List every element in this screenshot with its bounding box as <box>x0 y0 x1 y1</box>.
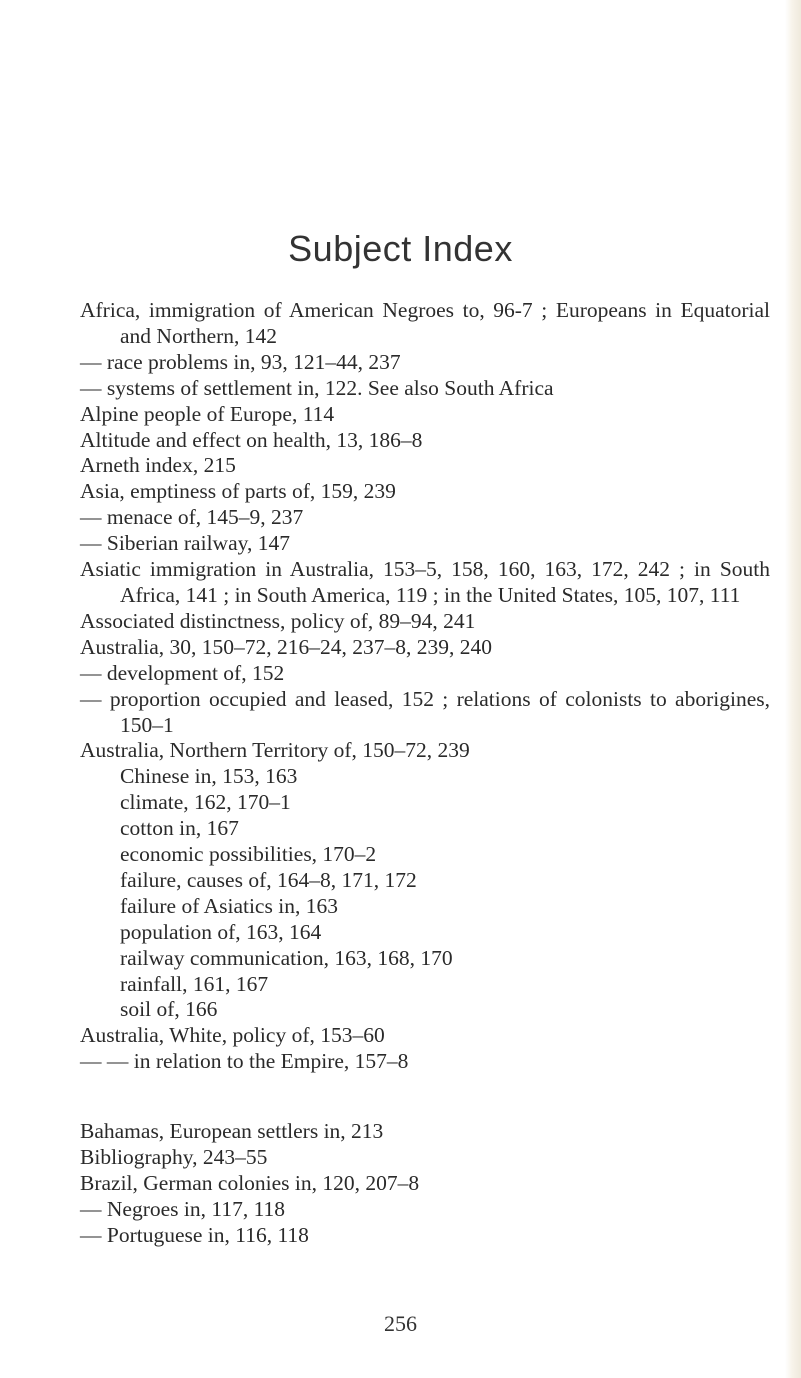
index-subentry: economic possibilities, 170–2 <box>120 842 377 867</box>
index-subentry: soil of, 166 <box>120 997 218 1022</box>
index-entry: — development of, 152 <box>80 660 285 685</box>
index-entry: — menace of, 145–9, 237 <box>80 505 304 530</box>
index-entry: Asia, emptiness of parts of, 159, 239 <box>80 479 396 504</box>
index-section-b <box>80 1119 770 1249</box>
section-gap <box>80 1075 770 1119</box>
page-title: Subject Index <box>288 228 513 269</box>
index-subentry: rainfall, 161, 167 <box>120 971 269 996</box>
index-entry: Australia, 30, 150–72, 216–24, 237–8, 239, 240 <box>80 634 493 659</box>
index-entry: Australia, White, policy of, 153–60 <box>80 1023 385 1048</box>
index-entry: Australia, Northern Territory of, 150–72, 239 <box>80 738 470 763</box>
index-entry: Brazil, German colonies in, 120, 207–8 <box>80 1171 420 1195</box>
index-subentry: climate, 162, 170–1 <box>120 790 291 815</box>
index-subentry: cotton in, 167 <box>120 816 239 841</box>
index-subentry: population of, 163, 164 <box>120 919 322 944</box>
index-entry: Alpine people of Europe, 114 <box>80 401 335 426</box>
subject-index <box>80 298 770 1249</box>
index-entry: Associated distinctness, policy of, 89–94, 241 <box>80 608 476 633</box>
index-entry: Bibliography, 243–55 <box>80 1145 268 1170</box>
index-entry: — systems of settlement in, 122. See also South Africa <box>80 375 554 400</box>
index-subentry: failure of Asiatics in, 163 <box>120 893 338 918</box>
index-subentry: failure, causes of, 164–8, 171, 172 <box>120 867 417 892</box>
index-subentry: railway communication, 163, 168, 170 <box>120 945 453 970</box>
index-section-a <box>80 298 770 1075</box>
index-entry: Arneth index, 215 <box>80 453 236 478</box>
index-entry: — proportion occupied and leased, 152 ; relations of colonists to aborigines, 150–1 <box>80 686 770 737</box>
index-entry: — — in relation to the Empire, 157–8 <box>80 1049 409 1074</box>
index-entry: Asiatic immigration in Australia, 153–5, 158, 160, 163, 172, 242 ; in South Africa, 141 ; in South America, 119 ; in the United States, 105, 107, 111 <box>80 557 770 607</box>
page-number: 256 <box>384 1311 417 1336</box>
index-entry: — Siberian railway, 147 <box>80 531 290 556</box>
index-subentry: Chinese in, 153, 163 <box>120 764 298 789</box>
index-entry: — Negroes in, 117, 118 <box>80 1196 286 1221</box>
page-edge-shadow <box>785 0 801 1378</box>
index-entry: Bahamas, European settlers in, 213 <box>80 1119 384 1144</box>
index-entry: Africa, immigration of American Negroes to, 96-7 ; Europeans in Equatorial and Northern, 142 <box>80 298 770 348</box>
index-entry: — Portuguese in, 116, 118 <box>80 1222 309 1247</box>
index-entry: — race problems in, 93, 121–44, 237 <box>80 349 401 374</box>
index-entry: Altitude and effect on health, 13, 186–8 <box>80 427 423 452</box>
